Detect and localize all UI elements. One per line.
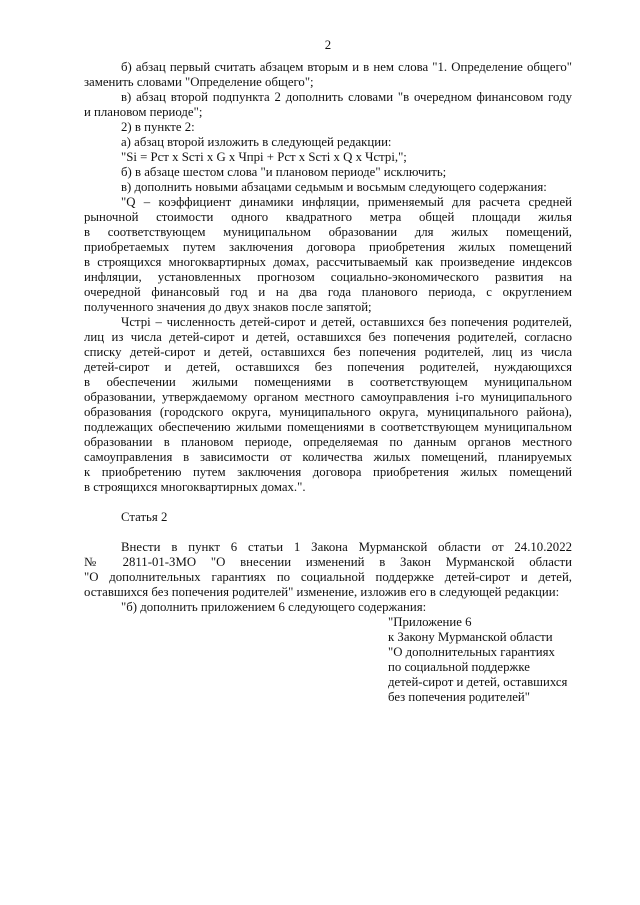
text-line: образовании, утверждаемому органом местного самоуправления i-го муниципального (84, 390, 572, 404)
paragraph-subpoint-b (84, 165, 572, 180)
text-line: "О дополнительных гарантиях (388, 645, 555, 659)
paragraph-first-paragraph-renumber (84, 60, 572, 90)
paragraph-second-paragraph-addition (84, 90, 572, 120)
text-line: лиц из числа детей-сирот и детей, оставшихся без попечения родителей, согласно (84, 330, 572, 344)
text-line: образования (городского округа, муниципального округа, муниципального района), (84, 405, 572, 419)
appendix-header-block (388, 615, 572, 705)
document-body (84, 60, 572, 705)
paragraph-article2-subpoint-b (84, 600, 572, 615)
text-line: "Si = Рст х Sстi х G х Чпрi + Рст х Sстi х Q х Чстрi,"; (121, 150, 407, 164)
text-line: к Закону Мурманской области (388, 630, 553, 644)
text-line: "О дополнительных гарантиях по социальной поддержке детей-сирот и детей, (84, 570, 572, 584)
paragraph-chstr-definition (84, 315, 572, 495)
text-line: 2) в пункте 2: (121, 120, 195, 134)
text-line: самоуправления в зависимости от количества жилых помещений, планируемых (84, 450, 572, 464)
text-line: в) абзац второй подпункта 2 дополнить словами "в очередном финансовом году (121, 90, 572, 104)
text-line: инфляции, установленных прогнозом социально-экономического развития на (84, 270, 572, 284)
article-heading: Статья 2 (121, 510, 168, 524)
text-line: заменить словами "Определение общего"; (84, 75, 314, 89)
text-line: детей-сирот и детей, оставшихся (388, 675, 568, 689)
text-line: образовании в плановом периоде, определяемая по данным органов местного (84, 435, 572, 449)
text-line: полученного значения до двух знаков после запятой; (84, 300, 372, 314)
text-line: № 2811-01-ЗМО "О внесении изменений в Закон Мурманской области (84, 555, 572, 569)
text-line: Чстрi – численность детей-сирот и детей, оставшихся без попечения родителей, (121, 315, 572, 329)
text-line: "Приложение 6 (388, 615, 472, 629)
text-line: а) абзац второй изложить в следующей редакции: (121, 135, 392, 149)
text-line: "Q – коэффициент динамики инфляции, применяемый для расчета средней (121, 195, 572, 209)
text-line: оставшихся без попечения родителей" изменение, изложив его в следующей редакции: (84, 585, 560, 599)
text-line: детей-сирот и детей, оставшихся без попечения родителей, нуждающихся (84, 360, 572, 374)
text-line: к приобретению путем заключения договора приобретения жилых помещений (84, 465, 572, 479)
formula-line (84, 150, 572, 165)
blank-line (84, 525, 572, 540)
text-line: по социальной поддержке (388, 660, 530, 674)
paragraph-subpoint-a (84, 135, 572, 150)
text-line: в строящихся многоквартирных домах.". (84, 480, 306, 494)
text-line: приобретаемых путем заключения договора приобретения жилых помещений (84, 240, 572, 254)
text-line: рыночной стоимости одного квадратного метра общей площади жилья (84, 210, 572, 224)
text-line: б) в абзаце шестом слова "и плановом периоде" исключить; (121, 165, 447, 179)
text-line: списку детей-сирот и детей, оставшихся без попечения родителей, лиц из числа (84, 345, 572, 359)
text-line: в обеспечении жилыми помещениями в соответствующем муниципальном (84, 375, 572, 389)
paragraph-article2-intro (84, 540, 572, 600)
text-line: в строящихся многоквартирных домах, рассчитываемый как произведение индексов (84, 255, 572, 269)
blank-line (84, 495, 572, 510)
paragraph-subpoint-v (84, 180, 572, 195)
text-line: очередной финансовый год и на два года планового периода, с округлением (84, 285, 572, 299)
paragraph-point-2 (84, 120, 572, 135)
text-line: в соответствующем муниципальном образовании для жилых помещений, (84, 225, 572, 239)
text-line: и плановом периоде"; (84, 105, 203, 119)
text-line: "б) дополнить приложением 6 следующего содержания: (121, 600, 427, 614)
text-line: в) дополнить новыми абзацами седьмым и восьмым следующего содержания: (121, 180, 547, 194)
paragraph-q-definition (84, 195, 572, 315)
text-line: б) абзац первый считать абзацем вторым и в нем слова "1. Определение общего" (121, 60, 572, 74)
text-line: подлежащих обеспечению жилыми помещениями в соответствующем муниципальном (84, 420, 572, 434)
text-line: Внести в пункт 6 статьи 1 Закона Мурманской области от 24.10.2022 (121, 540, 572, 554)
text-line: без попечения родителей" (388, 690, 530, 704)
page-number: 2 (324, 38, 332, 52)
